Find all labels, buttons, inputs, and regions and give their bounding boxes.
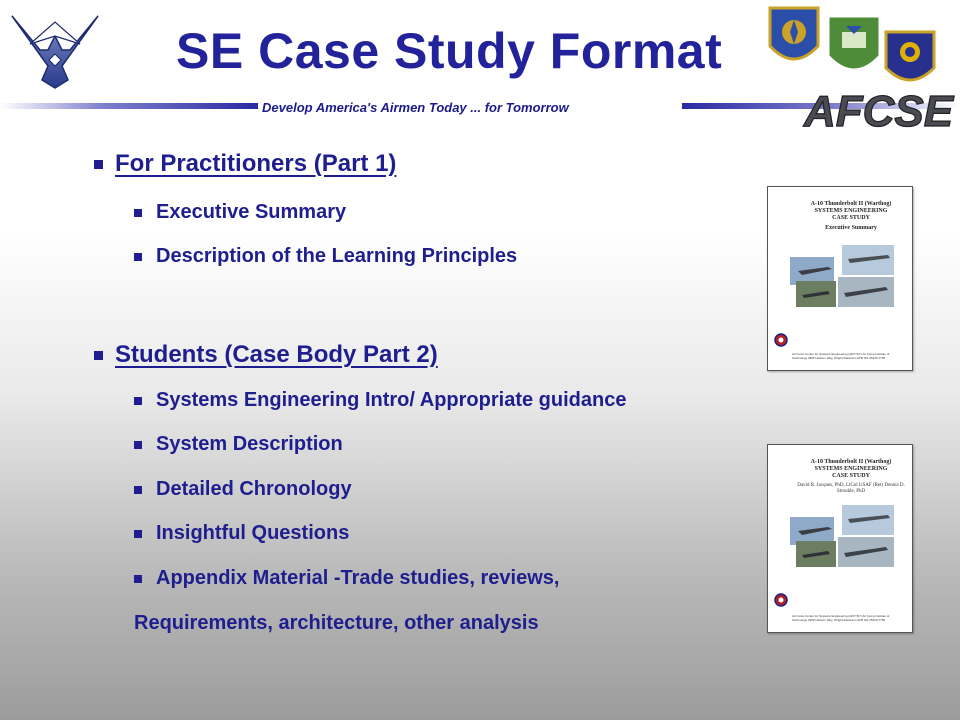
bullet-icon: [134, 575, 142, 583]
content-list: [94, 0, 774, 720]
document-title: A-10 Thunderbolt II (Warthog): [810, 459, 892, 465]
aircraft-collage-image: [788, 503, 898, 569]
afit-seal-icon: [774, 333, 788, 347]
list-item-label: Insightful Questions: [156, 522, 350, 544]
document-subtitle: SYSTEMS ENGINEERING: [814, 466, 888, 472]
document-title: A-10 Thunderbolt II (Warthog): [810, 201, 892, 207]
list-item-label: Description of the Learning Principles: [156, 245, 518, 267]
emblem-group: [764, 2, 960, 134]
list-item: [134, 567, 559, 590]
list-item: [134, 245, 517, 268]
air-university-shield-icon: [828, 16, 880, 70]
document-footer: Air Force Center for Systems Engineering (AFIT/SY) Air Force Institute of Technology 2950 Hobson Way, Wright-Patterson AFB OH 45433-7765: [792, 352, 890, 360]
bullet-icon: [94, 160, 103, 169]
document-authors: David R. Jacques, PhD, LtCol USAF (Ret) Dennis D. Strouble, PhD: [797, 483, 905, 494]
bullet-icon: [134, 486, 142, 494]
document-kind: Executive Summary: [825, 225, 877, 231]
list-item: [134, 478, 352, 501]
section-practitioners: [94, 150, 396, 178]
air-force-wings-icon: [8, 10, 102, 96]
list-item-continuation: Requirements, architecture, other analysis: [134, 612, 539, 634]
brand-mark: AFCSE: [804, 87, 954, 134]
document-thumbnail-executive-summary: [767, 186, 913, 371]
list-item: [134, 433, 343, 456]
list-item-label: Executive Summary: [156, 201, 347, 223]
list-item-label: Detailed Chronology: [156, 478, 352, 500]
document-thumbnail-case-study: [767, 444, 913, 633]
page-title: SE Case Study Format: [176, 23, 723, 79]
list-item-label: Appendix Material -Trade studies, reviews,: [156, 567, 560, 589]
bullet-icon: [134, 441, 142, 449]
afit-shield-icon: [886, 32, 934, 80]
list-item: [134, 389, 626, 412]
section-students: [94, 341, 438, 369]
bullet-icon: [134, 397, 142, 405]
aircraft-collage-image: [788, 243, 898, 309]
aetc-shield-icon: [770, 8, 818, 59]
bullet-icon: [134, 530, 142, 538]
list-item: [134, 201, 346, 224]
document-subtitle: CASE STUDY: [832, 473, 870, 479]
bullet-icon: [134, 209, 142, 217]
document-subtitle: SYSTEMS ENGINEERING: [814, 208, 888, 214]
list-item-label: Systems Engineering Intro/ Appropriate guidance: [156, 389, 627, 411]
afit-seal-icon: [774, 593, 788, 607]
document-subtitle: CASE STUDY: [832, 215, 870, 221]
section-label: For Practitioners (Part 1): [115, 150, 397, 177]
bullet-icon: [94, 351, 103, 360]
list-item-label: System Description: [156, 433, 343, 455]
section-label: Students (Case Body Part 2): [115, 341, 438, 368]
tagline: Develop America's Airmen Today ... for Tomorrow: [262, 100, 569, 115]
bullet-icon: [134, 253, 142, 261]
list-item: [134, 522, 349, 545]
document-footer: Air Force Center for Systems Engineering (AFIT/SY) Air Force Institute of Technology 2950 Hobson Way, Wright-Patterson AFB OH 45433-7765: [792, 614, 890, 622]
